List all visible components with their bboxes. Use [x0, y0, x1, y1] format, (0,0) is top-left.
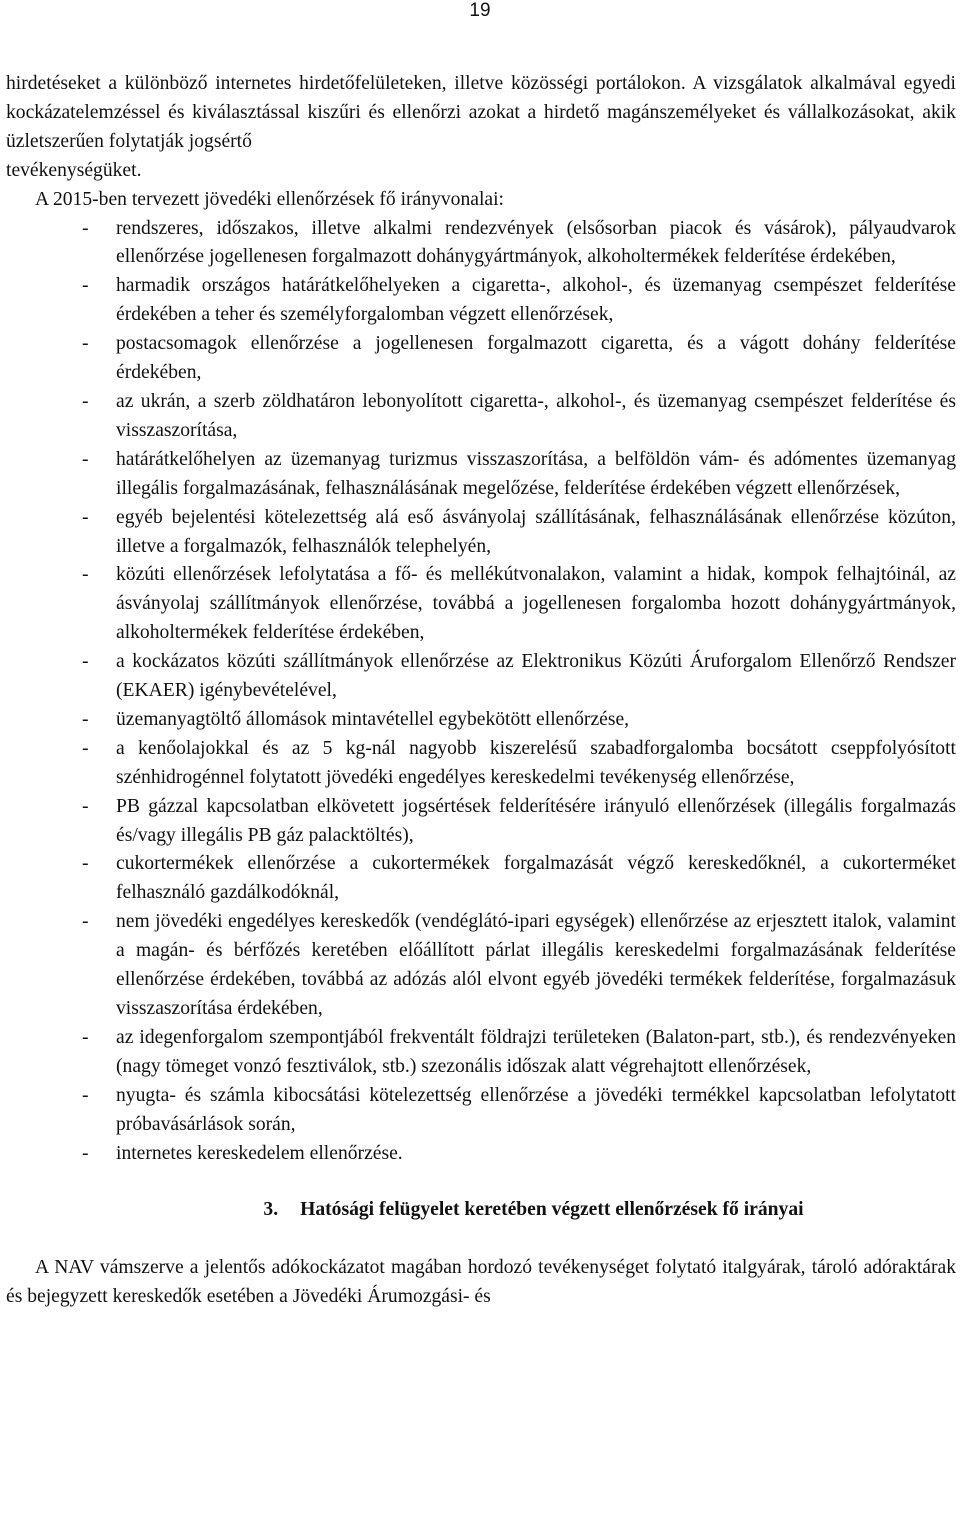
- list-item: [6, 561, 956, 648]
- list-item: [6, 850, 956, 908]
- list-item-text: cukortermékek ellenőrzése a cukortermékek forgalmazását végző kereskedőknél, a cukorterméket felhasználó gazdálkodóknál,: [116, 853, 956, 904]
- section-heading: [6, 1196, 956, 1225]
- list-item: [6, 215, 956, 273]
- list-dash: -: [82, 333, 89, 355]
- list-item: [6, 648, 956, 706]
- list-item: [6, 706, 956, 735]
- list-item: [6, 1082, 956, 1140]
- list-item-text: közúti ellenőrzések lefolytatása a fő- és mellékútvonalakon, valamint a hidak, kompok felhajtóinál, az ásványolaj szállítmányok ellenőrzése, továbbá a jogellenesen forgalomba hozott dohánygyártmányok, alkoholtermékek felderítése érdekében,: [116, 564, 956, 644]
- list-item-text: harmadik országos határátkelőhelyeken a cigaretta-, alkohol-, és üzemanyag csempészet felderítése érdekében a teher és személyforgalomban végzett ellenőrzések,: [116, 275, 956, 326]
- list-dash: -: [82, 1142, 89, 1164]
- list-lead: A 2015-ben tervezett jövedéki ellenőrzések fő irányvonalai:: [35, 188, 504, 210]
- list-dash: -: [82, 564, 89, 586]
- section-title: Hatósági felügyelet keretében végzett ellenőrzések fő irányai: [300, 1199, 804, 1221]
- list-dash: -: [82, 708, 89, 730]
- list-item: [6, 272, 956, 330]
- list-dash: -: [82, 217, 89, 239]
- page-number: 19: [469, 0, 491, 21]
- list-item-text: internetes kereskedelem ellenőrzése.: [116, 1142, 403, 1164]
- list-item-text: egyéb bejelentési kötelezettség alá eső ásványolaj szállításának, felhasználásának ellenőrzése közúton, illetve a forgalmazók, felhasználók telephelyén,: [116, 506, 956, 557]
- intro-paragraph-end: tevékenységüket.: [6, 159, 142, 181]
- list-dash: -: [82, 737, 89, 759]
- list-item: [6, 388, 956, 446]
- list-item: [6, 735, 956, 793]
- list-dash: -: [82, 911, 89, 933]
- list-item: [6, 504, 956, 562]
- list-item: [6, 1024, 956, 1082]
- closing-paragraph: A NAV vámszerve a jelentős adókockázatot magában hordozó tevékenységet folytató italgyárak, tároló adóraktárak és bejegyzett kereskedők esetében a Jövedéki Árumozgási- és: [6, 1257, 956, 1308]
- inspection-list: [6, 215, 956, 1169]
- list-dash: -: [82, 1084, 89, 1106]
- list-item-text: nem jövedéki engedélyes kereskedők (vendéglátó-ipari egységek) ellenőrzése az erjesztett italok, valamint a magán- és bérfőzés keretében előállított párlat illegális kereskedelmi forgalmazásának felderítése ellenőrzése érdekében, továbbá az adózás alól elvont egyéb jövedéki termékek felderítése, forgalmazásuk visszaszorítása érdekében,: [116, 911, 956, 1019]
- list-item-text: határátkelőhelyen az üzemanyag turizmus visszaszorítása, a belföldön vám- és adómentes üzemanyag illegális forgalmazásának, felhasználásának megelőzése, felderítése érdekében végzett ellenőrzések,: [116, 448, 956, 499]
- list-item-text: a kockázatos közúti szállítmányok ellenőrzése az Elektronikus Közúti Áruforgalom Ellenőrző Rendszer (EKAER) igénybevételével,: [116, 651, 956, 702]
- list-dash: -: [82, 1026, 89, 1048]
- list-dash: -: [82, 448, 89, 470]
- list-item-text: postacsomagok ellenőrzése a jogellenesen forgalmazott cigaretta, és a vágott dohány felderítése érdekében,: [116, 333, 956, 384]
- list-item: [6, 446, 956, 504]
- list-dash: -: [82, 390, 89, 412]
- list-item-text: üzemanyagtöltő állomások mintavétellel egybekötött ellenőrzése,: [116, 708, 630, 730]
- list-dash: -: [82, 853, 89, 875]
- list-item-text: a kenőolajokkal és az 5 kg-nál nagyobb kiszerelésű szabadforgalomba bocsátott cseppfolyósított szénhidrogénnel folytatott jövedéki engedélyes kereskedelmi tevékenység ellenőrzése,: [116, 737, 956, 788]
- intro-paragraph: hirdetéseket a különböző internetes hirdetőfelületeken, illetve közösségi portálokon. A vizsgálatok alkalmával egyedi kockázatelemzéssel és kiválasztással kiszűri és ellenőrzi azokat a hirdető magánszemélyeket és vállalkozásokat, akik üzletszerűen folytatják jogsértő: [6, 73, 956, 152]
- body-text: [6, 70, 956, 1312]
- list-dash: -: [82, 506, 89, 528]
- list-item: [6, 908, 956, 1024]
- list-dash: -: [82, 795, 89, 817]
- section-number: 3.: [263, 1199, 279, 1221]
- list-item: [6, 1140, 956, 1169]
- list-dash: -: [82, 275, 89, 297]
- list-item-text: rendszeres, időszakos, illetve alkalmi rendezvények (elsősorban piacok és vásárok), pályaudvarok ellenőrzése jogellenesen forgalmazott dohánygyártmányok, alkoholtermékek felderítése érdekében,: [116, 217, 956, 268]
- list-item-text: PB gázzal kapcsolatban elkövetett jogsértések felderítésére irányuló ellenőrzések (illegális forgalmazás és/vagy illegális PB gáz palacktöltés),: [116, 795, 956, 846]
- list-item-text: nyugta- és számla kibocsátási kötelezettség ellenőrzése a jövedéki termékkel kapcsolatban lefolytatott próbavásárlások során,: [116, 1084, 956, 1135]
- list-dash: -: [82, 651, 89, 673]
- list-item: [6, 793, 956, 851]
- list-item-text: az ukrán, a szerb zöldhatáron lebonyolított cigaretta-, alkohol-, és üzemanyag csempészet felderítése és visszaszorítása,: [116, 390, 956, 441]
- list-item-text: az idegenforgalom szempontjából frekventált földrajzi területeken (Balaton-part, stb.), és rendezvényeken (nagy tömeget vonzó fesztiválok, stb.) szezonális időszak alatt végrehajtott ellenőrzések,: [116, 1026, 956, 1077]
- list-item: [6, 330, 956, 388]
